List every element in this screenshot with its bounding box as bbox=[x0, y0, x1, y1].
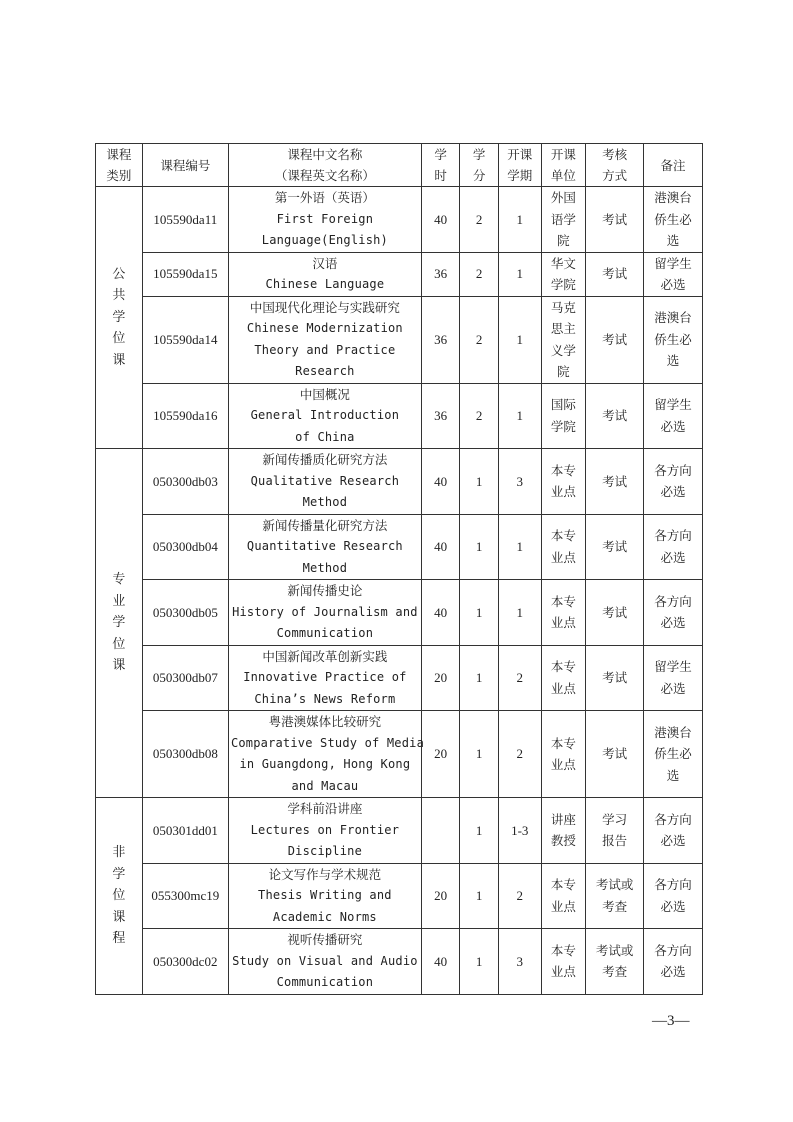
course-credits: 1 bbox=[460, 645, 499, 711]
table-row bbox=[96, 929, 703, 995]
header-credits: 学 分 bbox=[460, 144, 499, 187]
category-char: 课 bbox=[112, 909, 126, 925]
course-code: 050300db04 bbox=[142, 514, 228, 580]
course-name-en: Study on Visual and Audio bbox=[232, 953, 418, 968]
course-hours: 20 bbox=[421, 711, 460, 798]
course-code: 050301dd01 bbox=[142, 798, 228, 864]
course-name-en: Communication bbox=[276, 975, 374, 989]
course-credits: 2 bbox=[460, 296, 499, 383]
course-assessment-line: 考试 bbox=[602, 746, 628, 762]
course-credits: 1 bbox=[460, 711, 499, 798]
course-semester: 1 bbox=[498, 383, 541, 449]
course-notes bbox=[644, 863, 703, 929]
course-unit-line: 本专 bbox=[550, 462, 576, 478]
course-code: 105590da15 bbox=[142, 252, 228, 296]
course-notes-line: 各方向 bbox=[654, 462, 692, 478]
course-credits: 1 bbox=[460, 863, 499, 929]
course-unit bbox=[541, 798, 586, 864]
category-char: 学 bbox=[112, 615, 126, 631]
course-unit-line: 本专 bbox=[550, 877, 576, 893]
header-code: 课程编号 bbox=[142, 144, 228, 187]
course-name-en: in Guangdong, Hong Kong bbox=[239, 757, 411, 771]
course-notes-line: 侨生必 bbox=[654, 331, 692, 347]
course-semester: 1 bbox=[498, 187, 541, 253]
course-unit bbox=[541, 383, 586, 449]
course-unit bbox=[541, 580, 586, 646]
course-notes-line: 必选 bbox=[660, 833, 686, 849]
course-name-cn: 中国现代化理论与实践研究 bbox=[249, 299, 400, 315]
course-name-cn: 新闻传播质化研究方法 bbox=[262, 452, 388, 467]
course-notes bbox=[644, 798, 703, 864]
course-hours: 36 bbox=[421, 252, 460, 296]
course-unit-line: 讲座 bbox=[550, 811, 576, 827]
course-unit bbox=[541, 711, 586, 798]
course-notes-line: 留学生 bbox=[654, 255, 692, 271]
course-assessment-line: 考试 bbox=[602, 266, 628, 282]
course-notes bbox=[644, 514, 703, 580]
course-notes-line: 各方向 bbox=[654, 942, 692, 958]
category-char: 位 bbox=[112, 331, 126, 347]
course-name-en: Quantitative Research bbox=[246, 539, 403, 553]
course-name bbox=[228, 580, 421, 646]
course-hours: 20 bbox=[421, 863, 460, 929]
category-char: 业 bbox=[112, 593, 126, 609]
course-unit-line: 华文 bbox=[550, 255, 576, 271]
course-notes-line: 必选 bbox=[660, 898, 686, 914]
course-assessment bbox=[586, 929, 644, 995]
course-unit bbox=[541, 645, 586, 711]
category-char: 非 bbox=[112, 845, 126, 860]
course-code: 050300db05 bbox=[142, 580, 228, 646]
course-unit-line: 本专 bbox=[550, 942, 576, 958]
table-row bbox=[96, 187, 703, 253]
course-name bbox=[228, 645, 421, 711]
course-notes-line: 选 bbox=[666, 767, 680, 783]
course-name-cn: 汉语 bbox=[312, 255, 338, 271]
course-semester: 2 bbox=[498, 645, 541, 711]
course-code: 105590da11 bbox=[142, 187, 228, 253]
course-unit-line: 本专 bbox=[550, 735, 576, 751]
course-code: 055300mc19 bbox=[142, 863, 228, 929]
course-notes-line: 必选 bbox=[660, 615, 686, 631]
course-unit-line: 院 bbox=[557, 364, 570, 379]
course-name-en: Lectures on Frontier bbox=[250, 822, 400, 837]
course-credits: 1 bbox=[460, 514, 499, 580]
course-name bbox=[228, 929, 421, 995]
course-notes-line: 必选 bbox=[660, 680, 686, 696]
course-name bbox=[228, 296, 421, 383]
course-notes bbox=[644, 449, 703, 515]
course-assessment bbox=[586, 449, 644, 515]
course-assessment-line: 考试 bbox=[602, 539, 628, 554]
course-credits: 2 bbox=[460, 187, 499, 253]
category-char: 学 bbox=[112, 866, 126, 882]
course-unit-line: 本专 bbox=[550, 593, 576, 609]
course-semester: 1-3 bbox=[498, 798, 541, 864]
course-name bbox=[228, 711, 424, 798]
course-semester: 2 bbox=[498, 711, 541, 798]
table-body bbox=[96, 187, 703, 995]
course-assessment-line: 报告 bbox=[602, 833, 628, 849]
course-name-en: History of Journalism and bbox=[232, 604, 418, 619]
category-non-degree-courses bbox=[96, 798, 143, 995]
course-credits: 1 bbox=[460, 449, 499, 515]
course-notes bbox=[644, 711, 703, 798]
course-name bbox=[228, 798, 421, 864]
course-name-en: China’s News Reform bbox=[254, 691, 396, 706]
course-name-en: Chinese Modernization bbox=[246, 321, 403, 335]
category-char: 学 bbox=[112, 309, 126, 325]
course-notes bbox=[644, 187, 703, 253]
header-notes: 备注 bbox=[644, 144, 703, 187]
course-notes-line: 港澳台 bbox=[654, 724, 692, 740]
course-name-en: Language(English) bbox=[261, 233, 388, 247]
course-notes bbox=[644, 645, 703, 711]
course-name-en: First Foreign bbox=[276, 211, 374, 226]
page-number: —3— bbox=[652, 1013, 690, 1029]
table-row bbox=[96, 863, 703, 929]
course-semester: 2 bbox=[498, 863, 541, 929]
header-assessment: 考核 方式 bbox=[586, 144, 644, 187]
course-notes-line: 侨生必 bbox=[654, 746, 692, 762]
course-notes-line: 必选 bbox=[660, 277, 686, 292]
course-unit bbox=[541, 296, 586, 383]
table-row bbox=[96, 449, 703, 515]
course-assessment bbox=[586, 580, 644, 646]
course-semester: 1 bbox=[498, 252, 541, 296]
course-unit bbox=[541, 449, 586, 515]
course-assessment-line: 考试 bbox=[602, 211, 628, 227]
course-code: 050300db07 bbox=[142, 645, 228, 711]
course-name bbox=[228, 383, 421, 449]
course-name-cn: 新闻传播量化研究方法 bbox=[262, 517, 388, 533]
course-unit-line: 业点 bbox=[550, 549, 576, 565]
course-unit-line: 马克 bbox=[550, 299, 576, 315]
course-hours: 40 bbox=[421, 449, 460, 515]
course-unit bbox=[541, 252, 586, 296]
course-name-en: General Introduction bbox=[250, 408, 400, 422]
header-row bbox=[96, 144, 703, 187]
course-assessment-line: 学习 bbox=[602, 811, 628, 827]
course-assessment-line: 考查 bbox=[602, 964, 628, 980]
course-unit-line: 业点 bbox=[550, 615, 576, 631]
course-name-en: Research bbox=[295, 364, 355, 378]
course-name-en: Innovative Practice of bbox=[243, 670, 407, 684]
course-name-cn: 中国新闻改革创新实践 bbox=[262, 648, 388, 664]
course-hours: 36 bbox=[421, 383, 460, 449]
course-table-container bbox=[95, 143, 703, 995]
course-assessment bbox=[586, 711, 644, 798]
course-unit-line: 业点 bbox=[550, 898, 576, 914]
course-name-cn: 第一外语（英语） bbox=[274, 190, 375, 205]
course-code: 050300dc02 bbox=[142, 929, 228, 995]
course-notes-line: 必选 bbox=[660, 418, 686, 434]
course-name-en: Thesis Writing and bbox=[258, 888, 392, 902]
course-name bbox=[228, 863, 421, 929]
course-unit-line: 语学 bbox=[550, 211, 576, 227]
course-notes-line: 留学生 bbox=[654, 659, 692, 675]
course-unit bbox=[541, 929, 586, 995]
course-assessment bbox=[586, 798, 644, 864]
category-char: 位 bbox=[112, 888, 126, 903]
course-unit-line: 本专 bbox=[550, 528, 576, 544]
course-semester: 1 bbox=[498, 580, 541, 646]
course-unit-line: 学院 bbox=[550, 277, 576, 292]
category-major-degree-courses bbox=[96, 449, 143, 798]
course-unit-line: 义学 bbox=[550, 342, 576, 358]
course-notes bbox=[644, 296, 703, 383]
header-semester: 开课 学期 bbox=[498, 144, 541, 187]
course-assessment bbox=[586, 514, 644, 580]
course-unit-line: 院 bbox=[557, 233, 570, 248]
course-notes-line: 侨生必 bbox=[654, 211, 692, 227]
course-assessment-line: 考试 bbox=[602, 473, 628, 489]
course-unit bbox=[541, 187, 586, 253]
course-assessment-line: 考试 bbox=[602, 604, 628, 620]
header-hours: 学 时 bbox=[421, 144, 460, 187]
course-name-en: Comparative Study of Media bbox=[230, 735, 424, 750]
course-semester: 1 bbox=[498, 514, 541, 580]
course-name-en: Academic Norms bbox=[272, 909, 377, 924]
table-row bbox=[96, 580, 703, 646]
course-name-cn: 中国概况 bbox=[299, 386, 350, 402]
course-credits: 1 bbox=[460, 798, 499, 864]
course-notes-line: 各方向 bbox=[654, 877, 692, 893]
table-row bbox=[96, 383, 703, 449]
course-code: 050300db03 bbox=[142, 449, 228, 515]
course-assessment-line: 考试或 bbox=[595, 942, 634, 958]
course-name bbox=[228, 187, 421, 253]
course-notes-line: 必选 bbox=[660, 964, 686, 980]
course-semester: 3 bbox=[498, 929, 541, 995]
course-table bbox=[95, 143, 703, 995]
course-notes-line: 选 bbox=[666, 353, 680, 369]
course-assessment bbox=[586, 863, 644, 929]
course-hours: 40 bbox=[421, 187, 460, 253]
course-name-en: of China bbox=[295, 429, 355, 444]
header-name: 课程中文名称 （课程英文名称） bbox=[228, 144, 421, 187]
course-assessment bbox=[586, 296, 644, 383]
course-unit-line: 业点 bbox=[550, 964, 576, 980]
course-unit-line: 外国 bbox=[550, 190, 576, 205]
course-notes-line: 各方向 bbox=[654, 528, 692, 544]
course-assessment-line: 考查 bbox=[602, 898, 628, 914]
course-unit-line: 业点 bbox=[550, 484, 576, 500]
course-name-en: Qualitative Research bbox=[250, 473, 400, 488]
header-category: 课程 类别 bbox=[96, 144, 143, 187]
course-name-en: Communication bbox=[276, 626, 374, 640]
table-row bbox=[96, 514, 703, 580]
course-name-cn: 视听传播研究 bbox=[287, 932, 363, 947]
course-code: 050300db08 bbox=[142, 711, 228, 798]
course-notes-line: 各方向 bbox=[654, 593, 692, 609]
category-char: 课 bbox=[112, 658, 126, 674]
course-credits: 2 bbox=[460, 383, 499, 449]
category-char: 共 bbox=[112, 288, 126, 304]
course-unit-line: 教授 bbox=[550, 833, 576, 849]
course-name bbox=[228, 449, 421, 515]
course-hours: 36 bbox=[421, 296, 460, 383]
course-notes bbox=[644, 252, 703, 296]
course-notes-line: 必选 bbox=[660, 549, 686, 565]
course-assessment bbox=[586, 187, 644, 253]
table-row bbox=[96, 252, 703, 296]
course-notes bbox=[644, 383, 703, 449]
course-notes bbox=[644, 580, 703, 646]
course-credits: 1 bbox=[460, 580, 499, 646]
course-unit-line: 思主 bbox=[550, 321, 576, 336]
course-name-en: Method bbox=[302, 560, 348, 575]
course-hours: 40 bbox=[421, 514, 460, 580]
course-assessment bbox=[586, 383, 644, 449]
course-name-en: Method bbox=[302, 495, 348, 509]
table-row bbox=[96, 645, 703, 711]
course-hours: 40 bbox=[421, 580, 460, 646]
course-hours: 40 bbox=[421, 929, 460, 995]
course-notes bbox=[644, 929, 703, 995]
course-hours bbox=[421, 798, 460, 864]
course-code: 105590da14 bbox=[142, 296, 228, 383]
course-name-en: and Macau bbox=[291, 778, 359, 793]
course-name-en: Theory and Practice bbox=[254, 342, 396, 357]
course-name-en: Discipline bbox=[287, 844, 362, 858]
course-assessment-line: 考试 bbox=[602, 331, 628, 347]
course-name bbox=[228, 514, 421, 580]
course-credits: 2 bbox=[460, 252, 499, 296]
course-notes-line: 港澳台 bbox=[654, 310, 692, 326]
table-row bbox=[96, 711, 703, 798]
category-char: 专 bbox=[112, 572, 126, 588]
course-unit-line: 业点 bbox=[550, 680, 576, 696]
course-assessment bbox=[586, 252, 644, 296]
course-hours: 20 bbox=[421, 645, 460, 711]
category-char: 位 bbox=[112, 636, 126, 652]
course-unit bbox=[541, 863, 586, 929]
course-name-cn: 学科前沿讲座 bbox=[287, 801, 363, 816]
course-name-cn: 新闻传播史论 bbox=[287, 583, 363, 598]
course-name-cn: 论文写作与学术规范 bbox=[268, 866, 382, 882]
course-notes-line: 留学生 bbox=[654, 397, 692, 413]
table-row bbox=[96, 798, 703, 864]
course-assessment-line: 考试 bbox=[602, 408, 628, 423]
table-row bbox=[96, 296, 703, 383]
course-assessment-line: 考试或 bbox=[595, 877, 634, 893]
course-name bbox=[228, 252, 421, 296]
course-code: 105590da16 bbox=[142, 383, 228, 449]
course-credits: 1 bbox=[460, 929, 499, 995]
course-unit-line: 学院 bbox=[550, 418, 576, 434]
course-notes-line: 港澳台 bbox=[654, 190, 692, 205]
course-semester: 1 bbox=[498, 296, 541, 383]
course-notes-line: 选 bbox=[666, 233, 680, 248]
category-char: 程 bbox=[112, 931, 126, 946]
course-unit-line: 国际 bbox=[550, 397, 576, 413]
course-notes-line: 各方向 bbox=[654, 811, 692, 827]
course-name-cn: 粤港澳媒体比较研究 bbox=[268, 714, 382, 729]
course-semester: 3 bbox=[498, 449, 541, 515]
category-char: 课 bbox=[112, 352, 126, 368]
course-assessment bbox=[586, 645, 644, 711]
course-assessment-line: 考试 bbox=[602, 670, 628, 685]
category-public-degree-courses bbox=[96, 187, 143, 449]
course-unit-line: 业点 bbox=[550, 757, 576, 772]
category-char: 公 bbox=[112, 266, 126, 282]
course-name-en: Chinese Language bbox=[265, 277, 385, 291]
course-notes-line: 必选 bbox=[660, 484, 686, 500]
course-unit-line: 本专 bbox=[550, 659, 576, 675]
header-unit: 开课 单位 bbox=[541, 144, 586, 187]
course-unit bbox=[541, 514, 586, 580]
